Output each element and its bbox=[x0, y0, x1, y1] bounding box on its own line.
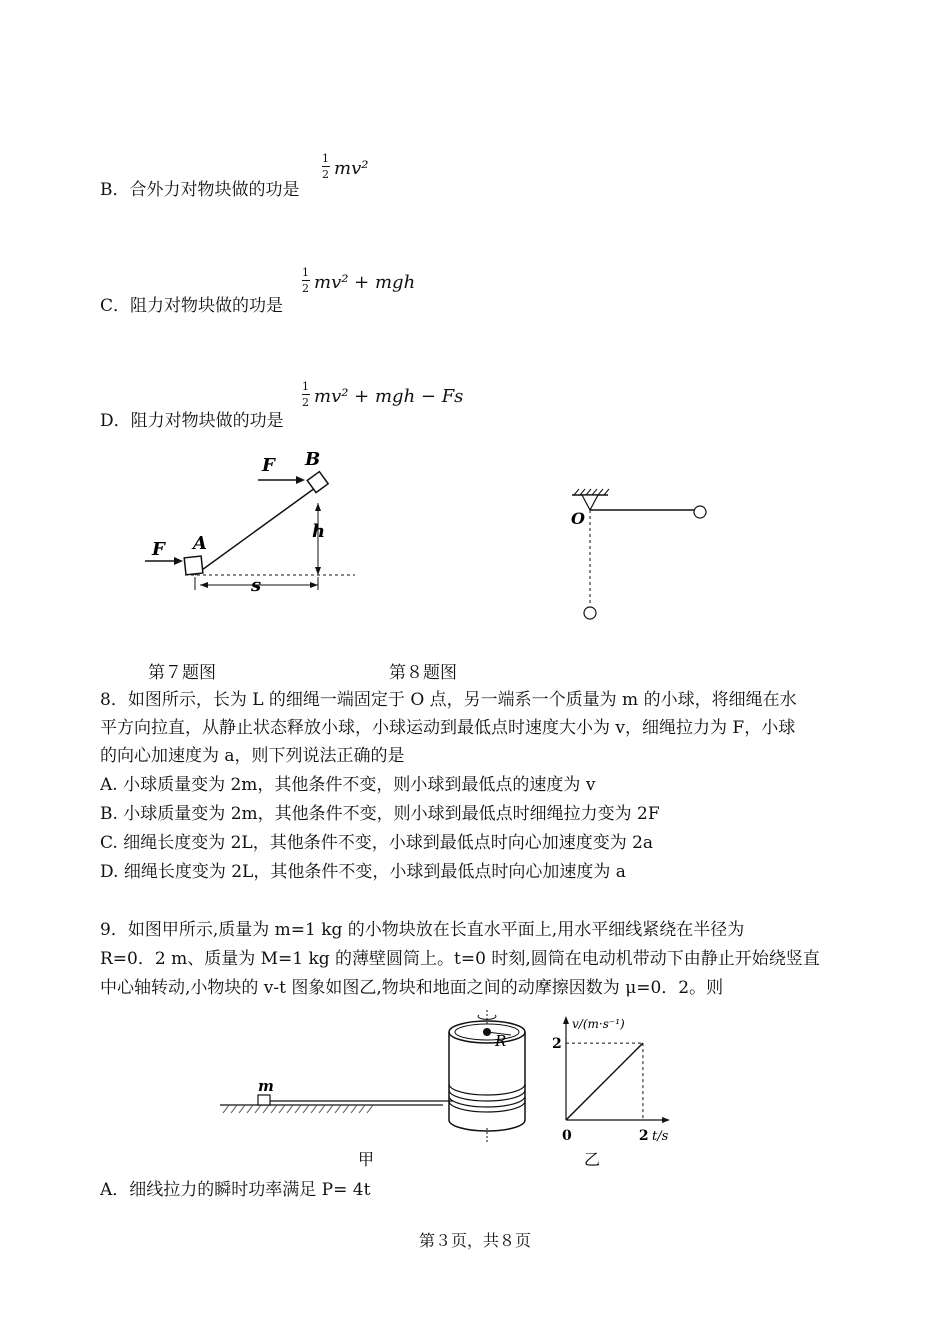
label-b: B bbox=[305, 449, 321, 470]
caption-fig7: 第７题图 bbox=[148, 663, 216, 683]
x-axis-arrow bbox=[662, 1117, 670, 1123]
formula-c bbox=[302, 266, 416, 295]
figure-7-incline bbox=[140, 445, 360, 605]
option-c-q7: C．阻力对物块做的功是 bbox=[100, 296, 284, 316]
q9-stem-3: 中心轴转动,小物块的 v-t 图象如图乙,物块和地面之间的动摩擦因数为 μ=0．2。则 bbox=[100, 978, 724, 998]
frac-num: 1 bbox=[302, 380, 309, 393]
q8-option-b: B. 小球质量变为 2m，其他条件不变，则小球到最低点时细绳拉力变为 2F bbox=[100, 804, 660, 824]
y-axis-arrow bbox=[563, 1016, 569, 1024]
q8-option-a: A. 小球质量变为 2m，其他条件不变，则小球到最低点的速度为 v bbox=[100, 775, 596, 795]
q8-option-d: D. 细绳长度变为 2L，其他条件不变，小球到最低点时向心加速度为 a bbox=[100, 862, 626, 882]
formula-body: mv² bbox=[334, 158, 369, 179]
figure-9-jia bbox=[215, 1008, 535, 1168]
y-tick-2: 2 bbox=[552, 1036, 562, 1053]
frac-num: 1 bbox=[322, 152, 329, 165]
figure-9-yi-vt-graph bbox=[548, 1008, 688, 1168]
q9-stem-1: 9．如图甲所示,质量为 m=1 kg 的小物块放在长直水平面上,用水平细线紧绕在半径为 bbox=[100, 920, 745, 940]
label-f-top: F bbox=[262, 455, 275, 476]
q8-stem-2: 平方向拉直，从静止状态释放小球，小球运动到最低点时速度大小为 v，细绳拉力为 F，小球 bbox=[100, 718, 796, 738]
q9-stem-2: R=0．2 m、质量为 M=1 kg 的薄壁圆筒上。t=0 时刻,圆筒在电动机带动下由静止开始绕竖直 bbox=[100, 949, 820, 969]
label-m: m bbox=[258, 1077, 274, 1095]
q8-stem-1: 8．如图所示，长为 L 的细绳一端固定于 O 点，另一端系一个质量为 m 的小球，将细绳在水 bbox=[100, 690, 797, 710]
q8-option-c: C. 细绳长度变为 2L，其他条件不变，小球到最低点时向心加速度变为 2a bbox=[100, 833, 654, 853]
q8-stem-3: 的向心加速度为 a，则下列说法正确的是 bbox=[100, 746, 405, 766]
caption-fig8: 第８题图 bbox=[389, 663, 457, 683]
x-tick-0: 0 bbox=[562, 1128, 572, 1144]
frac-den: 2 bbox=[302, 282, 309, 295]
option-d-q7: D．阻力对物块做的功是 bbox=[100, 411, 284, 431]
y-axis-label: v/(m·s⁻¹) bbox=[572, 1017, 625, 1031]
frac-bar bbox=[302, 394, 310, 395]
label-h: h bbox=[312, 521, 326, 542]
figure-8-pendulum bbox=[560, 485, 720, 630]
x-axis-label: t/s bbox=[652, 1129, 669, 1144]
label-a: A bbox=[193, 533, 207, 554]
label-s: s bbox=[251, 575, 262, 596]
frac-den: 2 bbox=[322, 168, 329, 181]
label-r: R bbox=[495, 1032, 507, 1050]
q9-option-a: A．细线拉力的瞬时功率满足 P= 4t bbox=[100, 1180, 371, 1200]
label-o: O bbox=[571, 509, 585, 528]
frac-bar bbox=[322, 166, 330, 167]
x-tick-2: 2 bbox=[638, 1128, 649, 1144]
frac-bar bbox=[302, 280, 310, 281]
series-line-v-t bbox=[566, 1043, 643, 1120]
label-jia: 甲 bbox=[358, 1150, 375, 1168]
label-yi: 乙 bbox=[584, 1150, 601, 1168]
formula-body: mv² + mgh − Fs bbox=[314, 386, 464, 407]
frac-num: 1 bbox=[302, 266, 309, 279]
frac-den: 2 bbox=[302, 396, 309, 409]
formula-d bbox=[302, 380, 464, 409]
option-b-q7: B．合外力对物块做的功是 bbox=[100, 180, 300, 200]
formula-body: mv² + mgh bbox=[314, 272, 416, 293]
page-footer: 第３页，共８页 bbox=[418, 1231, 531, 1250]
label-f-bottom: F bbox=[152, 539, 165, 560]
formula-b bbox=[322, 152, 369, 181]
